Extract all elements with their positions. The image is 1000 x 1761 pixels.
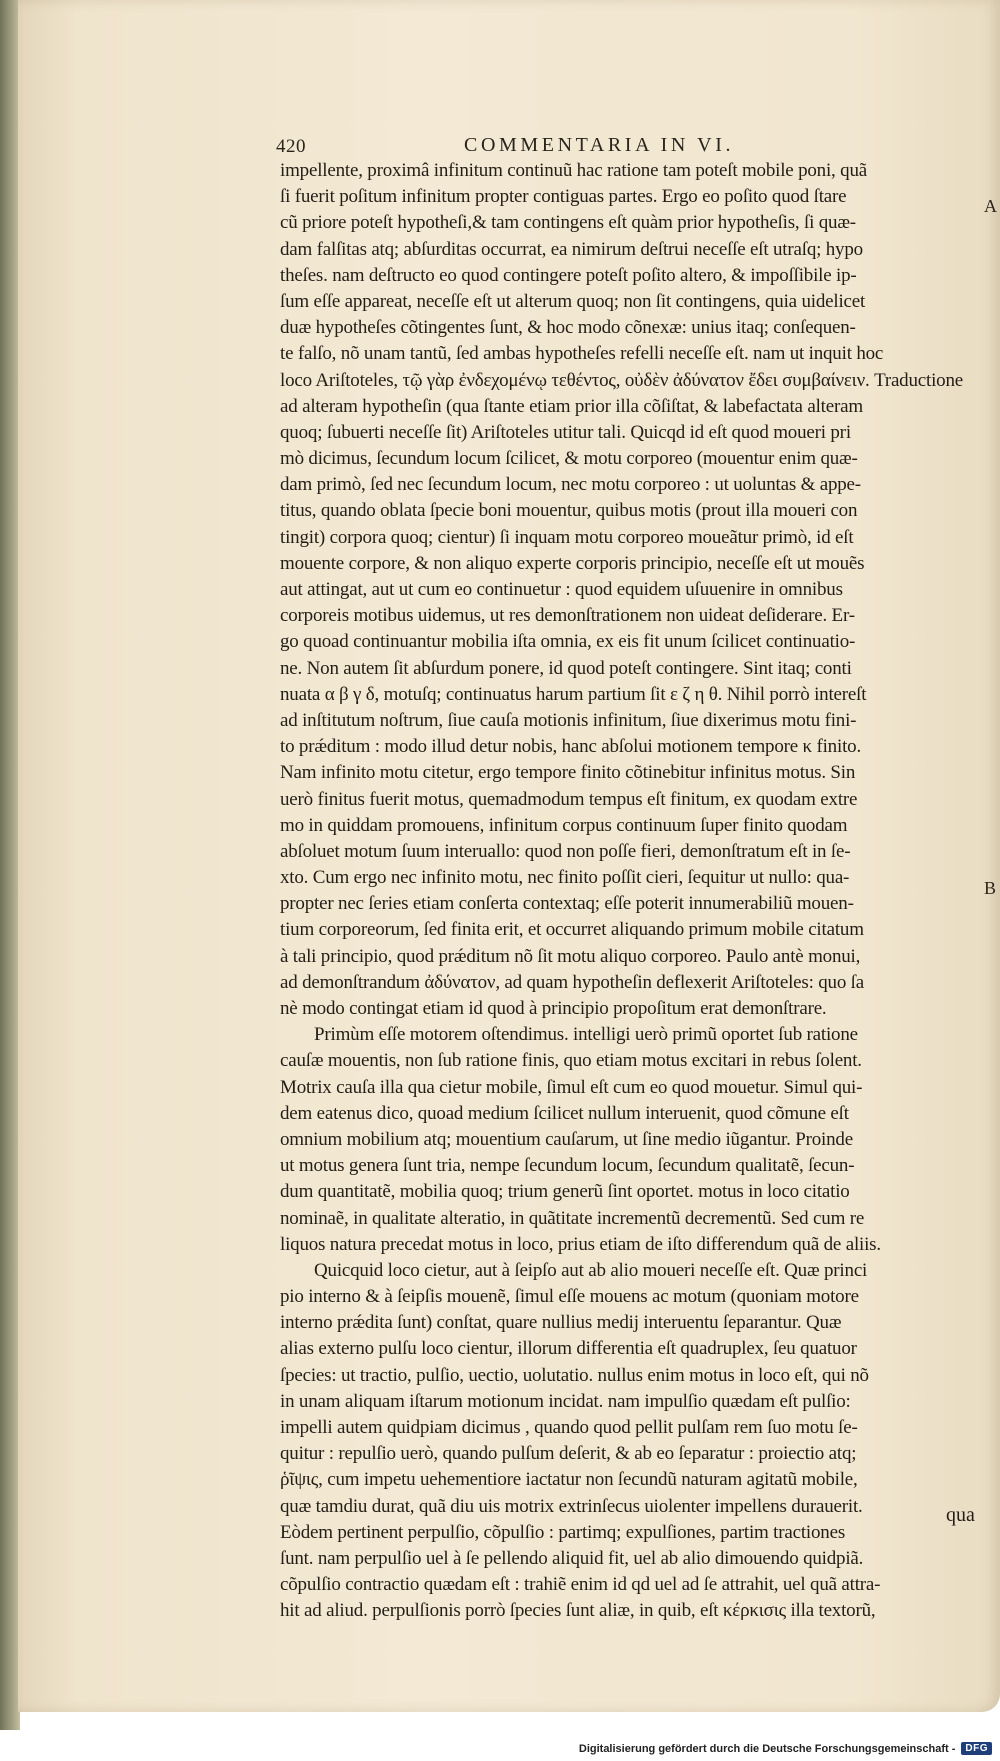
text-line: ῥῖψις, cum impetu uehementiore iactatur non ſecundũ naturam agitatũ mobile, — [280, 1469, 858, 1491]
text-line: impelli autem quidpiam dicimus , quando quod pellit pulſam rem ſuo motu ſe- — [280, 1417, 858, 1438]
text-line: theſes. nam deſtructo eo quod contingere poteſt poſito altero, & impoſſibile ip- — [280, 264, 857, 286]
text-line: quæ tamdiu durat, quã diu uis motrix extrinſecus uiolenter impellens durauerit. — [280, 1495, 863, 1517]
text-line: omnium mobilium atq; mouentium cauſarum, ut ſine medio iũgantur. Proinde — [280, 1128, 853, 1150]
text-line: ne. Non autem ſit abſurdum ponere, id quod poteſt contingere. Sint itaq; conti — [280, 657, 852, 679]
text-line: cauſæ mouentis, non ſub ratione finis, quo etiam motus excitari in rebus ſolent. — [280, 1050, 862, 1072]
text-line: abſoluet motum ſuum interuallo: quod non poſſe fieri, demonſtratum eſt in ſe- — [280, 840, 851, 862]
text-line: cõpulſio contractio quædam eſt : trahiẽ enim id qd uel ad ſe attrahit, uel quã attra- — [280, 1574, 881, 1596]
book-page — [18, 0, 1000, 1712]
text-line: dem eatenus dico, quoad medium ſcilicet nullum interuenit, quod cõmune eſt — [280, 1102, 849, 1124]
running-head: COMMENTARIA IN VI. — [464, 134, 735, 156]
text-line: ad demonſtrandum ἀδύνατον, ad quam hypotheſin deflexerit Ariſtoteles: quo ſa — [280, 971, 864, 993]
text-line: propter nec ſeries etiam conſerta contextaq; eſſe poterit innumerabiliũ mouen- — [280, 893, 854, 915]
text-line: uerò finitus fuerit motus, quemadmodum tempus eſt finitum, ex quodam extre — [280, 788, 858, 810]
page-number: 420 — [276, 136, 306, 157]
text-line: ſpecies: ut tractio, pulſio, uectio, uolutatio. nullus enim motus in loco eſt, qui nõ — [280, 1364, 869, 1386]
text-line: dum quantitatẽ, mobilia quoq; trium generũ ſint oportet. motus in loco citatio — [280, 1181, 850, 1203]
text-line: Eòdem pertinent perpulſio, cõpulſio : partimq; expulſiones, partim tractiones — [280, 1521, 846, 1543]
text-line: pio interno & à ſeipſis mouenẽ, ſimul eſſe mouens ac motum (quoniam motore — [280, 1286, 859, 1308]
margin-letter-b: B — [984, 878, 997, 898]
digitization-credit — [579, 1742, 992, 1755]
text-line: go quoad continuantur mobilia iſta omnia, ex eis fit unum ſcilicet continuatio- — [280, 631, 856, 653]
text-line: mò dicimus, ſecundum locum ſcilicet, & motu corporeo (mouentur enim quæ- — [280, 448, 858, 470]
text-line: xto. Cum ergo nec infinito motu, nec finito poſſit cieri, ſequitur ut nullo: qua- — [280, 867, 850, 889]
text-line: tingit) corpora quoq; cientur) ſi inquam motu corporeo moueãtur primò, id eſt — [280, 526, 854, 548]
text-line: ſunt. nam perpulſio uel à ſe pellendo aliquid fit, uel ab alio dimouendo quidpiã. — [280, 1547, 864, 1569]
footer-credit-text: Digitalisierung gefördert durch die Deutsche Forschungsgemeinschaft - — [578, 1742, 956, 1755]
text-line: nuata α β γ δ, motuſq; continuatus harum partium ſit ε ζ η θ. Nihil porrò intereſt — [280, 683, 867, 705]
text-line: loco Ariſtoteles, τῷ γὰρ ἐνδεχομένῳ τεθέντος, οὐδὲν ἀδύνατον ἔδει συμβαίνειν. Traductione — [280, 369, 964, 391]
text-line: Nam infinito motu citetur, ergo tempore finito cõtinebitur infinitus motus. Sin — [280, 762, 856, 784]
text-line: quoq; ſubuerti neceſſe ſit) Ariſtoteles utitur tali. Quicqd id eſt quod moueri pri — [280, 421, 851, 443]
text-line: Primùm eſſe motorem oſtendimus. intelligi uerò primũ oportet ſub ratione — [314, 1024, 858, 1046]
text-line: à tali principio, quod prǽditum nõ ſit motu aliquo corporeo. Paulo antè monui, — [280, 945, 861, 967]
text-line: mouente corpore, & non aliquo experte corporis principio, neceſſe eſt ut mouẽs — [280, 552, 865, 574]
text-line: Quicquid loco cietur, aut à ſeipſo aut ab alio moueri neceſſe eſt. Quæ princi — [314, 1259, 868, 1281]
text-line: liquos natura precedat motus in loco, prius etiam de iſto differendum quã de aliis. — [280, 1233, 881, 1255]
text-line: cũ priore poteſt hypotheſi,& tam contingens eſt quàm prior hypotheſis, ſi quæ- — [280, 212, 856, 234]
text-line: ut motus genera ſunt tria, nempe ſecundum locum, ſecundum qualitatẽ, ſecun- — [280, 1155, 855, 1177]
text-line: ſi fuerit poſitum infinitum propter contiguas partes. Ergo eo poſito quod ſtare — [280, 186, 847, 208]
text-line: aut attingat, aut ut cum eo continuetur : quod equidem uſuuenire in omnibus — [280, 579, 843, 600]
body-text — [280, 158, 992, 1625]
text-line: corporeis motibus uidemus, ut res demonſtrationem non uideat deſiderare. Er- — [280, 605, 855, 627]
text-line: interno prǽdita ſunt) conſtat, quare nullius medij interuentu ſeparantur. Quæ — [280, 1312, 842, 1334]
text-line: nominaẽ, in qualitate alteratio, in quãtitate incrementũ decrementũ. Sed cum re — [280, 1207, 865, 1229]
text-line: ad inſtitutum noſtrum, ſiue cauſa motionis infinitum, ſiue dixerimus motu fini- — [280, 709, 857, 731]
book-edge — [0, 0, 20, 1730]
text-line: tium corporeorum, ſed finita erit, et occurret aliquando primum mobile citatum — [280, 919, 864, 941]
text-line: dam falſitas atq; abſurditas occurrat, ea nimirum deſtrui neceſſe eſt utraſq; hypo — [280, 238, 863, 260]
text-line: hit ad aliud. perpulſionis porrò ſpecies ſunt aliæ, in quib, eſt κέρκισις illa textorũ, — [280, 1600, 876, 1622]
text-line: dam primò, ſed nec ſecundum locum, nec motu corporeo : ut uoluntas & appe- — [280, 474, 861, 496]
text-line: alias externo pulſu loco cientur, illorum differentia eſt quadruplex, ſeu quatuor — [280, 1338, 857, 1360]
text-line: te falſo, nõ unam tantũ, ſed ambas hypotheſes refelli neceſſe eſt. nam ut inquit hoc — [280, 343, 884, 365]
text-line: ſum eſſe appareat, neceſſe eſt ut alterum quoq; non ſit contingens, quia uidelicet — [280, 290, 866, 312]
text-line: titus, quando oblata ſpecie boni mouentur, quibus motis (prout illa moueri con — [280, 500, 858, 522]
text-line: duæ hypotheſes cõtingentes ſunt, & hoc modo cõnexæ: unius itaq; conſequen- — [280, 317, 856, 339]
dfg-logo: DFG — [961, 1742, 992, 1755]
text-line: in unam aliquam iſtarum motionum incidat. nam impulſio quædam eſt pulſio: — [280, 1390, 851, 1412]
text-line: ad alteram hypotheſin (qua ſtante etiam prior illa cõſiſtat, & labefactata alteram — [280, 395, 863, 417]
text-line: to prǽditum : modo illud detur nobis, hanc abſolui motionem tempore κ finito. — [280, 736, 861, 758]
text-line: nè modo contingat etiam id quod à principio propoſitum erat demonſtrare. — [280, 998, 827, 1019]
text-line: Motrix cauſa illa qua cietur mobile, ſimul eſt cum eo quod mouetur. Simul qui- — [280, 1076, 863, 1098]
margin-letter-a: A — [984, 196, 997, 216]
text-line: mo in quiddam promouens, infinitum corpus continuum ſuper finito quodam — [280, 814, 848, 836]
text-line: impellente, proximâ infinitum continuũ hac ratione tam poteſt mobile poni, quã — [280, 160, 867, 181]
text-line: quitur : repulſio uerò, quando pulſum deſerit, & ab eo ſeparatur : proiectio atq; — [280, 1443, 857, 1465]
catchword: qua — [946, 1504, 975, 1526]
